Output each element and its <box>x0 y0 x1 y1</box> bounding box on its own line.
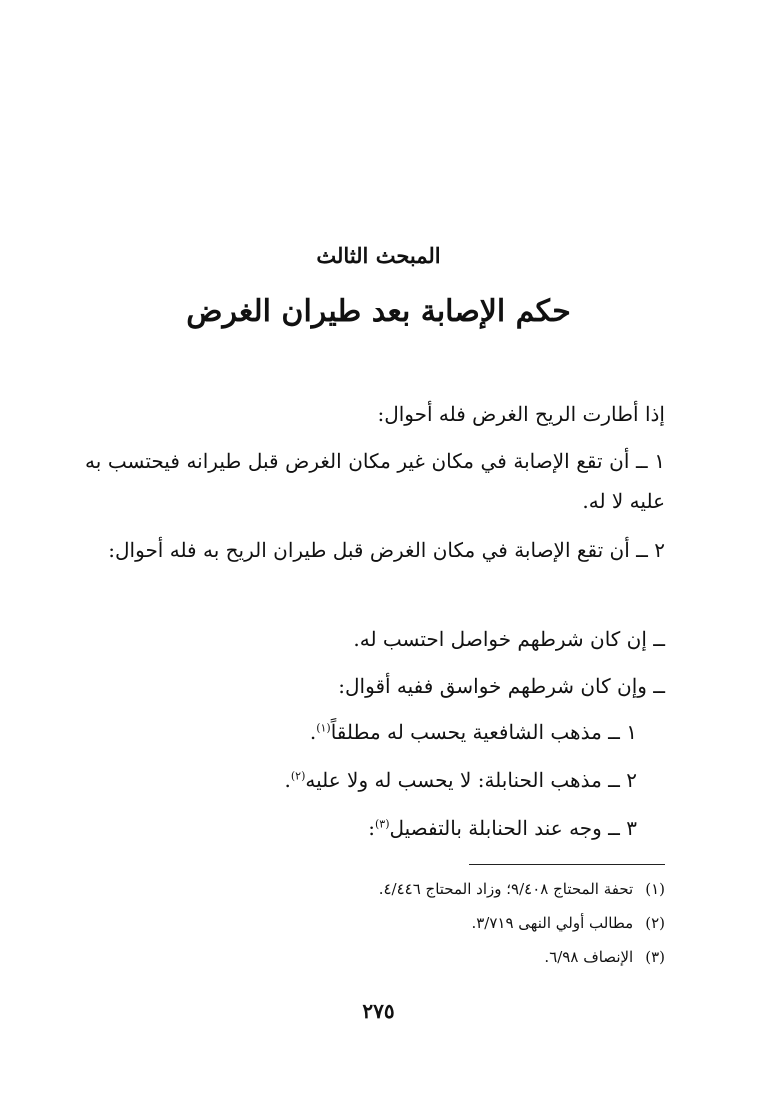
opinion-text: ١ ــ مذهب الشافعية يحسب له مطلقاً <box>330 720 637 744</box>
page-number: ٢٧٥ <box>362 999 395 1023</box>
sub-case-khawasiq: ــ وإن كان شرطهم خواسق ففيه أقوال: <box>338 674 665 698</box>
opinion-item-3 <box>77 808 637 848</box>
case-item-1: ١ ــ أن تقع الإصابة في مكان غير مكان الغرض قبل طيرانه فيحتسب به عليه لا له. <box>85 449 665 513</box>
footnote-item <box>85 940 665 974</box>
opinion-text: ٣ ــ وجه عند الحنابلة بالتفصيل <box>389 816 637 840</box>
section-label: المبحث الثالث <box>316 243 441 268</box>
opinion-punctuation: : <box>368 816 375 840</box>
opinion-punctuation: . <box>309 720 317 744</box>
footnote-text: تحفة المحتاج ٩/٤٠٨؛ وزاد المحتاج ٤/٤٤٦. <box>378 880 634 898</box>
case-item-2: ٢ ــ أن تقع الإصابة في مكان الغرض قبل طيران الريح به فله أحوال: <box>108 538 665 562</box>
footnote-marker: (١) <box>645 880 665 898</box>
intro-paragraph: إذا أطارت الريح الغرض فله أحوال: <box>377 402 665 426</box>
footnote-divider <box>469 864 665 865</box>
footnote-ref[interactable]: (١) <box>316 721 331 735</box>
footnote-ref[interactable]: (٣) <box>374 817 390 831</box>
opinion-item-2 <box>77 760 637 800</box>
footnote-text: الإنصاف ٦/٩٨. <box>544 948 634 966</box>
footnote-text: مطالب أولي النهى ٣/٧١٩. <box>471 914 634 932</box>
footnote-item <box>85 872 665 906</box>
footnote-item <box>85 906 665 940</box>
footnote-marker: (٣) <box>645 948 665 966</box>
footnotes <box>85 872 665 974</box>
footnote-marker: (٢) <box>645 914 665 932</box>
sub-case-khawasil: ــ إن كان شرطهم خواصل احتسب له. <box>353 627 665 651</box>
opinion-text: ٢ ــ مذهب الحنابلة: لا يحسب له ولا عليه <box>305 768 637 792</box>
chapter-title: حكم الإصابة بعد طيران الغرض <box>186 294 571 329</box>
opinion-punctuation: . <box>284 768 291 792</box>
footnote-ref[interactable]: (٢) <box>290 769 306 783</box>
opinion-item-1 <box>77 712 637 752</box>
